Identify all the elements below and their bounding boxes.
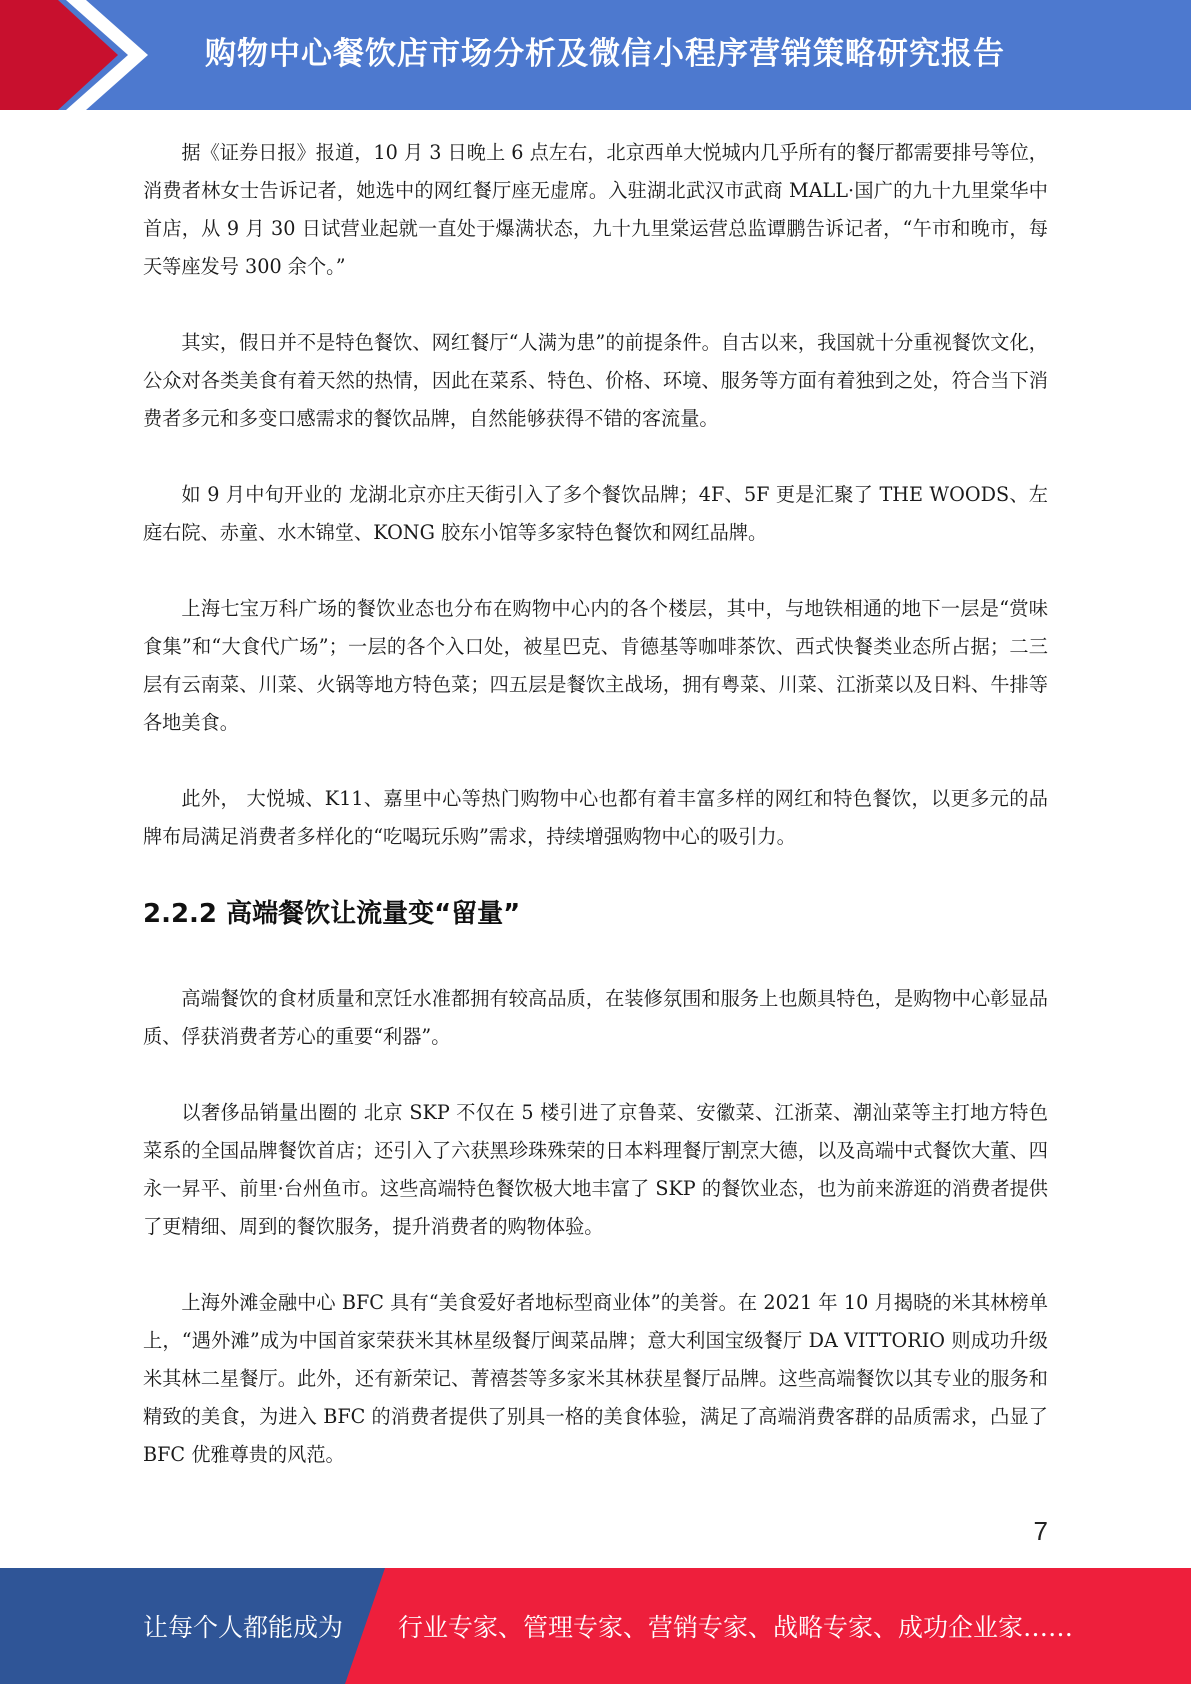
paragraph: 以奢侈品销量出圈的 北京 SKP 不仅在 5 楼引进了京鲁菜、安徽菜、江浙菜、潮汕菜等主打地方特色菜系的全国品牌餐饮首店；还引入了六获黑珍珠殊荣的日本料理餐厅割烹大德，以及高端中式餐饮大董、四永一昇平、前里·台州鱼市。这些高端特色餐饮极大地丰富了 SKP 的餐饮业态，也为前来游逛的消费者提供了更精细、周到的餐饮服务，提升消费者的购物体验。 <box>143 1101 1048 1238</box>
page-number: 7 <box>1033 1516 1048 1546</box>
paragraph: 高端餐饮的食材质量和烹饪水准都拥有较高品质，在装修氛围和服务上也颇具特色，是购物中心彰显品质、俘获消费者芳心的重要“利器”。 <box>143 987 1048 1048</box>
header-arrow-icon <box>0 0 160 110</box>
footer-banner <box>0 1568 1191 1684</box>
section-heading: 2.2.2 高端餐饮让流量变“留量” <box>143 899 521 929</box>
paragraph: 其实，假日并不是特色餐饮、网红餐厅“人满为患”的前提条件。自古以来，我国就十分重视餐饮文化，公众对各类美食有着天然的热情，因此在菜系、特色、价格、环境、服务等方面有着独到之处，符合当下消费者多元和多变口感需求的餐饮品牌，自然能够获得不错的客流量。 <box>143 331 1048 430</box>
paragraph: 上海七宝万科广场的餐饮业态也分布在购物中心内的各个楼层，其中，与地铁相通的地下一层是“赏味食集”和“大食代广场”；一层的各个入口处，被星巴克、肯德基等咖啡茶饮、西式快餐类业态所占据；二三层有云南菜、川菜、火锅等地方特色菜；四五层是餐饮主战场，拥有粤菜、川菜、江浙菜以及日料、牛排等各地美食。 <box>143 597 1048 734</box>
paragraph: 上海外滩金融中心 BFC 具有“美食爱好者地标型商业体”的美誉。在 2021 年 10 月揭晓的米其林榜单上，“遇外滩”成为中国首家荣获米其林星级餐厅闽菜品牌；意大利国宝级餐厅 DA VITTORIO 则成功升级米其林二星餐厅。此外，还有新荣记、菁禧荟等多家米其林获星餐厅品牌。这些高端餐饮以其专业的服务和精致的美食，为进入 BFC 的消费者提供了别具一格的美食体验，满足了高端消费客群的品质需求，凸显了 BFC 优雅尊贵的风范。 <box>143 1291 1048 1466</box>
paragraph: 此外， 大悦城、K11、嘉里中心等热门购物中心也都有着丰富多样的网红和特色餐饮，以更多元的品牌布局满足消费者多样化的“吃喝玩乐购”需求，持续增强购物中心的吸引力。 <box>143 787 1048 848</box>
document-title: 购物中心餐饮店市场分析及微信小程序营销策略研究报告 <box>205 36 1005 72</box>
footer-slogan-left: 让每个人都能成为 <box>143 1613 344 1642</box>
header-banner <box>0 0 1191 110</box>
paragraph: 据《证券日报》报道，10 月 3 日晚上 6 点左右，北京西单大悦城内几乎所有的餐厅都需要排号等位，消费者林女士告诉记者，她选中的网红餐厅座无虚席。入驻湖北武汉市武商 MALL·国广的九十九里棠华中首店，从 9 月 30 日试营业起就一直处于爆满状态，九十九里棠运营总监谭鹏告诉记者，“午市和晚市，每天等座发号 300 余个。” <box>143 141 1048 278</box>
footer-slogan-right: 行业专家、管理专家、营销专家、战略专家、成功企业家…… <box>398 1613 1074 1642</box>
paragraph: 如 9 月中旬开业的 龙湖北京亦庄天街引入了多个餐饮品牌；4F、5F 更是汇聚了 THE WOODS、左庭右院、赤童、水木锦堂、KONG 胶东小馆等多家特色餐饮和网红品牌。 <box>143 483 1048 544</box>
main-content <box>143 134 1048 1474</box>
